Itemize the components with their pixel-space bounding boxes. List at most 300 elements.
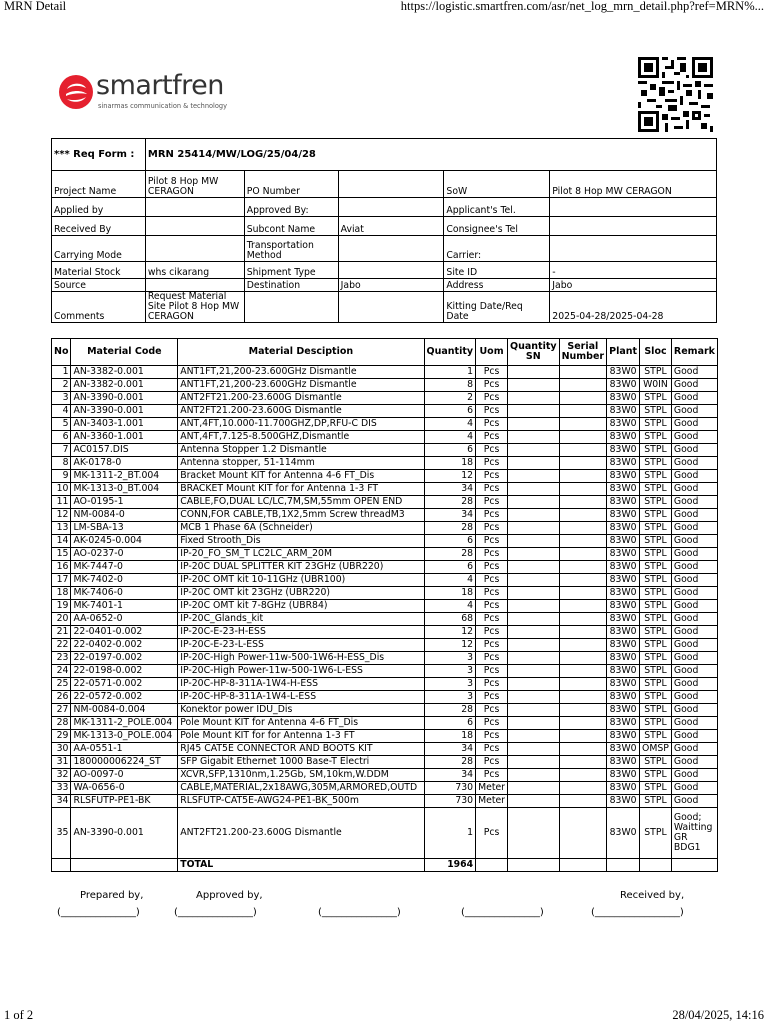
total-empty-cell bbox=[476, 859, 508, 872]
cell-remark: Good bbox=[671, 548, 717, 561]
cell-uom: Pcs bbox=[476, 704, 508, 717]
cell-uom: Pcs bbox=[476, 366, 508, 379]
prepared-by-label: Prepared by, bbox=[80, 890, 144, 901]
column-header: Uom bbox=[476, 339, 508, 366]
cell-remark: Good bbox=[671, 587, 717, 600]
cell-sloc: STPL bbox=[640, 587, 672, 600]
cell-quantity-sn bbox=[508, 418, 560, 431]
cell-plant: 83W0 bbox=[607, 509, 640, 522]
cell-serial-number bbox=[559, 392, 607, 405]
table-row bbox=[52, 691, 718, 704]
cell-quantity: 28 bbox=[424, 704, 476, 717]
cell-serial-number bbox=[559, 743, 607, 756]
cell-no: 8 bbox=[52, 457, 71, 470]
table-row bbox=[52, 717, 718, 730]
cell-uom: Pcs bbox=[476, 535, 508, 548]
info-value: 2025-04-28/2025-04-28 bbox=[550, 292, 717, 323]
cell-sloc: STPL bbox=[640, 769, 672, 782]
cell-sloc: STPL bbox=[640, 418, 672, 431]
cell-material-code: MK-7447-0 bbox=[71, 561, 178, 574]
cell-plant: 83W0 bbox=[607, 392, 640, 405]
brand-name: smartfren bbox=[96, 70, 224, 101]
cell-sloc: STPL bbox=[640, 405, 672, 418]
cell-no: 27 bbox=[52, 704, 71, 717]
cell-material-code: AN-3390-0.001 bbox=[71, 808, 178, 859]
cell-uom: Pcs bbox=[476, 483, 508, 496]
cell-material-code: 180000006224_ST bbox=[71, 756, 178, 769]
table-row bbox=[52, 704, 718, 717]
cell-no: 17 bbox=[52, 574, 71, 587]
cell-material-code: 22-0198-0.002 bbox=[71, 665, 178, 678]
cell-sloc: STPL bbox=[640, 782, 672, 795]
cell-no: 12 bbox=[52, 509, 71, 522]
cell-plant: 83W0 bbox=[607, 535, 640, 548]
cell-no: 35 bbox=[52, 808, 71, 859]
cell-no: 33 bbox=[52, 782, 71, 795]
cell-quantity: 28 bbox=[424, 548, 476, 561]
column-header: Quantity SN bbox=[508, 339, 560, 366]
cell-uom: Meter bbox=[476, 795, 508, 808]
info-label: Carrier: bbox=[444, 236, 550, 262]
cell-material-code: RLSFUTP-PE1-BK bbox=[71, 795, 178, 808]
cell-remark: Good bbox=[671, 600, 717, 613]
table-row bbox=[52, 509, 718, 522]
cell-serial-number bbox=[559, 678, 607, 691]
cell-sloc: STPL bbox=[640, 392, 672, 405]
cell-sloc: STPL bbox=[640, 613, 672, 626]
table-row bbox=[52, 535, 718, 548]
cell-quantity: 18 bbox=[424, 587, 476, 600]
cell-quantity: 1 bbox=[424, 366, 476, 379]
cell-no: 15 bbox=[52, 548, 71, 561]
cell-sloc: STPL bbox=[640, 678, 672, 691]
info-value bbox=[145, 279, 244, 292]
cell-material-code: AA-0551-1 bbox=[71, 743, 178, 756]
cell-description: ANT,4FT,7.125-8.500GHZ,Dismantle bbox=[178, 431, 424, 444]
cell-quantity-sn bbox=[508, 756, 560, 769]
cell-plant: 83W0 bbox=[607, 743, 640, 756]
table-row bbox=[52, 652, 718, 665]
cell-plant: 83W0 bbox=[607, 379, 640, 392]
cell-quantity-sn bbox=[508, 522, 560, 535]
cell-quantity: 2 bbox=[424, 392, 476, 405]
cell-remark: Good bbox=[671, 444, 717, 457]
cell-serial-number bbox=[559, 665, 607, 678]
cell-material-code: AA-0652-0 bbox=[71, 613, 178, 626]
cell-material-code: 22-0571-0.002 bbox=[71, 678, 178, 691]
cell-material-code: MK-1311-2_BT.004 bbox=[71, 470, 178, 483]
cell-serial-number bbox=[559, 470, 607, 483]
qr-code-icon bbox=[638, 57, 713, 132]
table-row bbox=[52, 379, 718, 392]
print-timestamp: 28/04/2025, 14:16 bbox=[672, 1008, 764, 1022]
cell-serial-number bbox=[559, 600, 607, 613]
cell-description: IP-20C-HP-8-311A-1W4-H-ESS bbox=[178, 678, 424, 691]
cell-plant: 83W0 bbox=[607, 782, 640, 795]
cell-remark: Good bbox=[671, 639, 717, 652]
cell-no: 24 bbox=[52, 665, 71, 678]
cell-quantity: 3 bbox=[424, 691, 476, 704]
cell-remark: Good bbox=[671, 457, 717, 470]
cell-serial-number bbox=[559, 366, 607, 379]
cell-material-code: MK-1313-0_POLE.004 bbox=[71, 730, 178, 743]
cell-serial-number bbox=[559, 587, 607, 600]
cell-remark: Good bbox=[671, 782, 717, 795]
cell-remark: Good bbox=[671, 678, 717, 691]
cell-quantity-sn bbox=[508, 808, 560, 859]
cell-no: 22 bbox=[52, 639, 71, 652]
cell-sloc: STPL bbox=[640, 756, 672, 769]
cell-material-code: AK-0178-0 bbox=[71, 457, 178, 470]
cell-description: Konektor power IDU_Dis bbox=[178, 704, 424, 717]
table-row bbox=[52, 561, 718, 574]
info-label: Address bbox=[444, 279, 550, 292]
cell-no: 19 bbox=[52, 600, 71, 613]
cell-sloc: STPL bbox=[640, 574, 672, 587]
cell-sloc: STPL bbox=[640, 535, 672, 548]
cell-uom: Pcs bbox=[476, 431, 508, 444]
cell-plant: 83W0 bbox=[607, 756, 640, 769]
cell-remark: Good bbox=[671, 743, 717, 756]
cell-plant: 83W0 bbox=[607, 704, 640, 717]
info-row bbox=[52, 217, 717, 236]
cell-no: 26 bbox=[52, 691, 71, 704]
cell-remark: Good bbox=[671, 379, 717, 392]
cell-no: 16 bbox=[52, 561, 71, 574]
cell-plant: 83W0 bbox=[607, 496, 640, 509]
cell-uom: Pcs bbox=[476, 743, 508, 756]
cell-serial-number bbox=[559, 535, 607, 548]
cell-quantity: 6 bbox=[424, 405, 476, 418]
cell-remark: Good bbox=[671, 574, 717, 587]
cell-description: IP-20C-High Power-11w-500-1W6-H-ESS_Dis bbox=[178, 652, 424, 665]
cell-remark: Good bbox=[671, 418, 717, 431]
cell-material-code: AN-3360-1.001 bbox=[71, 431, 178, 444]
cell-uom: Pcs bbox=[476, 418, 508, 431]
table-row bbox=[52, 548, 718, 561]
cell-description: IP-20_FO_SM_T LC2LC_ARM_20M bbox=[178, 548, 424, 561]
cell-material-code: MK-7406-0 bbox=[71, 587, 178, 600]
cell-no: 25 bbox=[52, 678, 71, 691]
cell-remark: Good bbox=[671, 522, 717, 535]
info-label: SoW bbox=[444, 171, 550, 198]
cell-plant: 83W0 bbox=[607, 795, 640, 808]
cell-no: 5 bbox=[52, 418, 71, 431]
cell-description: ANT2FT21.200-23.600G Dismantle bbox=[178, 808, 424, 859]
info-label: Approved By: bbox=[244, 198, 338, 217]
info-value bbox=[550, 217, 717, 236]
cell-description: ANT1FT,21,200-23.600GHz Dismantle bbox=[178, 379, 424, 392]
info-value bbox=[338, 236, 444, 262]
cell-quantity: 1 bbox=[424, 808, 476, 859]
cell-plant: 83W0 bbox=[607, 405, 640, 418]
cell-uom: Pcs bbox=[476, 405, 508, 418]
cell-quantity: 28 bbox=[424, 522, 476, 535]
cell-material-code: NM-0084-0 bbox=[71, 509, 178, 522]
table-row bbox=[52, 483, 718, 496]
cell-material-code: AK-0245-0.004 bbox=[71, 535, 178, 548]
cell-uom: Pcs bbox=[476, 678, 508, 691]
cell-remark: Good bbox=[671, 613, 717, 626]
cell-no: 13 bbox=[52, 522, 71, 535]
table-row bbox=[52, 457, 718, 470]
cell-quantity-sn bbox=[508, 704, 560, 717]
cell-quantity: 3 bbox=[424, 665, 476, 678]
cell-description: BRACKET Mount KIT for for Antenna 1-3 FT bbox=[178, 483, 424, 496]
cell-plant: 83W0 bbox=[607, 613, 640, 626]
cell-sloc: STPL bbox=[640, 548, 672, 561]
smartfren-swirl-icon bbox=[58, 74, 94, 110]
cell-remark: Good bbox=[671, 392, 717, 405]
cell-remark: Good bbox=[671, 769, 717, 782]
cell-no: 32 bbox=[52, 769, 71, 782]
cell-no: 14 bbox=[52, 535, 71, 548]
cell-quantity: 8 bbox=[424, 379, 476, 392]
cell-serial-number bbox=[559, 431, 607, 444]
info-label: Subcont Name bbox=[244, 217, 338, 236]
table-row bbox=[52, 626, 718, 639]
cell-quantity: 3 bbox=[424, 678, 476, 691]
cell-description: IP-20C-High Power-11w-500-1W6-L-ESS bbox=[178, 665, 424, 678]
info-label: Carrying Mode bbox=[52, 236, 146, 262]
cell-plant: 83W0 bbox=[607, 587, 640, 600]
cell-uom: Pcs bbox=[476, 444, 508, 457]
column-header: Serial Number bbox=[559, 339, 607, 366]
cell-uom: Pcs bbox=[476, 639, 508, 652]
info-value bbox=[145, 217, 244, 236]
cell-remark: Good bbox=[671, 509, 717, 522]
cell-quantity: 34 bbox=[424, 769, 476, 782]
column-header: Plant bbox=[607, 339, 640, 366]
cell-quantity: 28 bbox=[424, 756, 476, 769]
cell-material-code: MK-7401-1 bbox=[71, 600, 178, 613]
cell-no: 23 bbox=[52, 652, 71, 665]
cell-quantity-sn bbox=[508, 743, 560, 756]
info-value: Jabo bbox=[550, 279, 717, 292]
cell-plant: 83W0 bbox=[607, 574, 640, 587]
info-label: Site ID bbox=[444, 262, 550, 279]
cell-quantity-sn bbox=[508, 665, 560, 678]
table-row bbox=[52, 392, 718, 405]
cell-description: MCB 1 Phase 6A (Schneider) bbox=[178, 522, 424, 535]
cell-remark: Good bbox=[671, 483, 717, 496]
info-label: Received By bbox=[52, 217, 146, 236]
cell-remark: Good bbox=[671, 561, 717, 574]
table-row bbox=[52, 574, 718, 587]
cell-remark: Good bbox=[671, 704, 717, 717]
cell-sloc: STPL bbox=[640, 509, 672, 522]
cell-description: IP-20C OMT kit 7-8GHz (UBR84) bbox=[178, 600, 424, 613]
cell-uom: Pcs bbox=[476, 522, 508, 535]
table-row bbox=[52, 678, 718, 691]
cell-uom: Pcs bbox=[476, 496, 508, 509]
cell-uom: Pcs bbox=[476, 691, 508, 704]
info-label: Material Stock bbox=[52, 262, 146, 279]
column-header: Material Desciption bbox=[178, 339, 424, 366]
cell-quantity-sn bbox=[508, 782, 560, 795]
cell-plant: 83W0 bbox=[607, 652, 640, 665]
cell-sloc: STPL bbox=[640, 600, 672, 613]
cell-sloc: STPL bbox=[640, 730, 672, 743]
cell-material-code: AO-0237-0 bbox=[71, 548, 178, 561]
cell-sloc: STPL bbox=[640, 457, 672, 470]
cell-uom: Pcs bbox=[476, 392, 508, 405]
cell-sloc: STPL bbox=[640, 483, 672, 496]
table-row bbox=[52, 613, 718, 626]
info-label: Comments bbox=[52, 292, 146, 323]
cell-no: 10 bbox=[52, 483, 71, 496]
cell-plant: 83W0 bbox=[607, 769, 640, 782]
cell-no: 7 bbox=[52, 444, 71, 457]
material-table bbox=[51, 338, 718, 872]
info-value bbox=[338, 171, 444, 198]
cell-serial-number bbox=[559, 704, 607, 717]
table-row bbox=[52, 522, 718, 535]
info-value: Pilot 8 Hop MW CERAGON bbox=[145, 171, 244, 198]
cell-serial-number bbox=[559, 808, 607, 859]
table-row bbox=[52, 769, 718, 782]
cell-quantity: 34 bbox=[424, 483, 476, 496]
cell-quantity-sn bbox=[508, 535, 560, 548]
cell-description: CABLE,MATERIAL,2x18AWG,305M,ARMORED,OUTD bbox=[178, 782, 424, 795]
cell-serial-number bbox=[559, 730, 607, 743]
cell-quantity-sn bbox=[508, 405, 560, 418]
cell-quantity-sn bbox=[508, 379, 560, 392]
signature-line-received: (_________________) bbox=[591, 907, 684, 918]
cell-uom: Pcs bbox=[476, 652, 508, 665]
cell-quantity-sn bbox=[508, 366, 560, 379]
cell-material-code: LM-SBA-13 bbox=[71, 522, 178, 535]
cell-material-code: 22-0401-0.002 bbox=[71, 626, 178, 639]
cell-uom: Pcs bbox=[476, 756, 508, 769]
cell-sloc: STPL bbox=[640, 496, 672, 509]
cell-serial-number bbox=[559, 496, 607, 509]
total-empty-cell bbox=[607, 859, 640, 872]
info-row bbox=[52, 262, 717, 279]
cell-serial-number bbox=[559, 626, 607, 639]
cell-uom: Pcs bbox=[476, 509, 508, 522]
cell-plant: 83W0 bbox=[607, 808, 640, 859]
cell-remark: Good bbox=[671, 665, 717, 678]
cell-quantity-sn bbox=[508, 431, 560, 444]
cell-plant: 83W0 bbox=[607, 691, 640, 704]
cell-quantity-sn bbox=[508, 509, 560, 522]
cell-no: 11 bbox=[52, 496, 71, 509]
info-label: Consignee's Tel bbox=[444, 217, 550, 236]
cell-description: IP-20C OMT kit 23GHz (UBR220) bbox=[178, 587, 424, 600]
table-row bbox=[52, 366, 718, 379]
cell-description: IP-20C OMT kit 10-11GHz (UBR100) bbox=[178, 574, 424, 587]
table-row bbox=[52, 756, 718, 769]
cell-material-code: AC0157.DIS bbox=[71, 444, 178, 457]
table-row bbox=[52, 730, 718, 743]
info-value bbox=[338, 292, 444, 323]
cell-sloc: STPL bbox=[640, 795, 672, 808]
cell-material-code: MK-1311-2_POLE.004 bbox=[71, 717, 178, 730]
cell-sloc: OMSP bbox=[640, 743, 672, 756]
table-row bbox=[52, 782, 718, 795]
total-quantity: 1964 bbox=[424, 859, 476, 872]
column-header: Sloc bbox=[640, 339, 672, 366]
cell-plant: 83W0 bbox=[607, 717, 640, 730]
cell-remark: Good bbox=[671, 652, 717, 665]
cell-uom: Pcs bbox=[476, 379, 508, 392]
cell-no: 18 bbox=[52, 587, 71, 600]
cell-sloc: STPL bbox=[640, 431, 672, 444]
cell-sloc: STPL bbox=[640, 704, 672, 717]
cell-sloc: STPL bbox=[640, 691, 672, 704]
signature-line-blank-2: (_______________) bbox=[461, 907, 544, 918]
info-label: Project Name bbox=[52, 171, 146, 198]
total-empty-cell bbox=[71, 859, 178, 872]
cell-serial-number bbox=[559, 548, 607, 561]
cell-serial-number bbox=[559, 509, 607, 522]
table-row bbox=[52, 665, 718, 678]
cell-remark: Good bbox=[671, 405, 717, 418]
cell-quantity: 34 bbox=[424, 743, 476, 756]
info-row bbox=[52, 236, 717, 262]
signature-line-blank-1: (_______________) bbox=[318, 907, 401, 918]
info-value: whs cikarang bbox=[145, 262, 244, 279]
cell-plant: 83W0 bbox=[607, 548, 640, 561]
cell-material-code: 22-0402-0.002 bbox=[71, 639, 178, 652]
cell-remark: Good bbox=[671, 756, 717, 769]
cell-sloc: STPL bbox=[640, 639, 672, 652]
cell-uom: Pcs bbox=[476, 574, 508, 587]
table-row bbox=[52, 470, 718, 483]
cell-remark: Good bbox=[671, 496, 717, 509]
cell-description: ANT2FT21.200-23.600G Dismantle bbox=[178, 405, 424, 418]
browser-url: https://logistic.smartfren.com/asr/net_log_mrn_detail.php?ref=MRN%... bbox=[400, 0, 764, 13]
cell-serial-number bbox=[559, 574, 607, 587]
cell-no: 9 bbox=[52, 470, 71, 483]
signature-line-approved: (_______________) bbox=[174, 907, 257, 918]
info-value bbox=[550, 198, 717, 217]
cell-quantity-sn bbox=[508, 717, 560, 730]
column-header: Material Code bbox=[71, 339, 178, 366]
cell-no: 6 bbox=[52, 431, 71, 444]
info-value: Request Material Site Pilot 8 Hop MW CERAGON bbox=[145, 292, 244, 323]
cell-description: Pole Mount KIT for Antenna 4-6 FT_Dis bbox=[178, 717, 424, 730]
cell-plant: 83W0 bbox=[607, 431, 640, 444]
cell-quantity: 6 bbox=[424, 717, 476, 730]
signature-line-prepared: (_______________) bbox=[57, 907, 140, 918]
cell-description: Antenna stopper, 51-114mm bbox=[178, 457, 424, 470]
cell-quantity: 6 bbox=[424, 444, 476, 457]
cell-plant: 83W0 bbox=[607, 561, 640, 574]
cell-quantity: 68 bbox=[424, 613, 476, 626]
total-empty-cell bbox=[640, 859, 672, 872]
cell-material-code: AO-0097-0 bbox=[71, 769, 178, 782]
info-row bbox=[52, 279, 717, 292]
cell-quantity: 28 bbox=[424, 496, 476, 509]
cell-sloc: STPL bbox=[640, 444, 672, 457]
column-header: Remark bbox=[671, 339, 717, 366]
column-header: No bbox=[52, 339, 71, 366]
cell-sloc: STPL bbox=[640, 717, 672, 730]
cell-quantity: 730 bbox=[424, 795, 476, 808]
cell-uom: Pcs bbox=[476, 613, 508, 626]
cell-description: RJ45 CAT5E CONNECTOR AND BOOTS KIT bbox=[178, 743, 424, 756]
cell-sloc: STPL bbox=[640, 626, 672, 639]
cell-serial-number bbox=[559, 756, 607, 769]
cell-no: 3 bbox=[52, 392, 71, 405]
info-label bbox=[244, 292, 338, 323]
cell-description: ANT1FT,21,200-23.600GHz Dismantle bbox=[178, 366, 424, 379]
total-empty-cell bbox=[508, 859, 560, 872]
info-label: Source bbox=[52, 279, 146, 292]
cell-quantity: 4 bbox=[424, 418, 476, 431]
